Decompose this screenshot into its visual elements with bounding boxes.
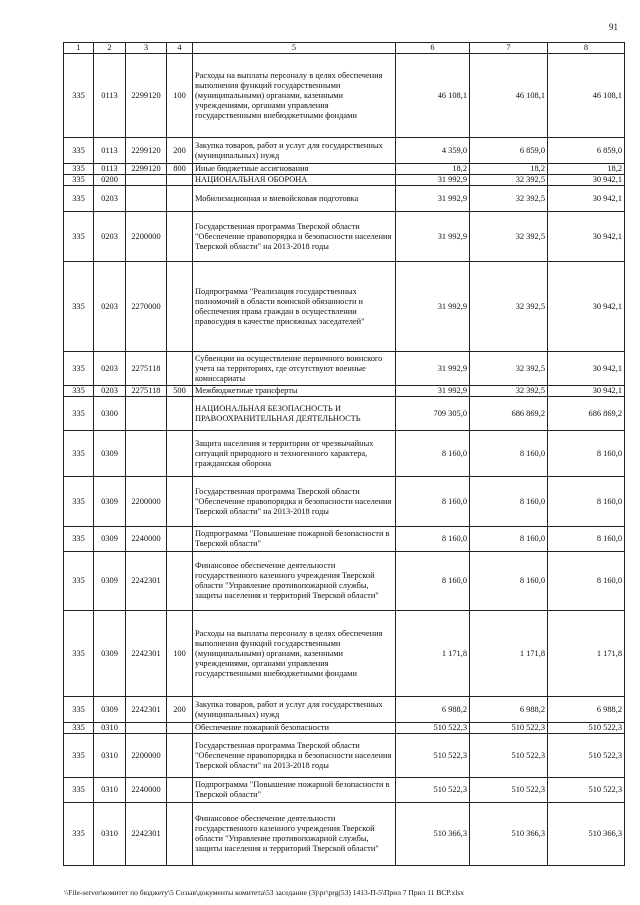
cell-y3: 1 171,8 (548, 611, 625, 697)
cell-t: 2200000 (126, 477, 167, 527)
cell-n: Государственная программа Тверской области "Обеспечение правопорядка и безопасности населения Тверской области" на 2013-2018 годы (193, 477, 396, 527)
cell-y3: 686 869,2 (548, 397, 625, 431)
cell-v (167, 734, 193, 778)
cell-y1: 31 992,9 (396, 186, 470, 212)
cell-n: Защита населения и территории от чрезвычайных ситуаций природного и техногенного характера, гражданская оборона (193, 431, 396, 477)
cell-v: 200 (167, 138, 193, 164)
cell-t: 2299120 (126, 54, 167, 138)
cell-t: 2299120 (126, 164, 167, 175)
cell-y3: 8 160,0 (548, 477, 625, 527)
cell-v: 500 (167, 386, 193, 397)
cell-s: 0203 (94, 262, 126, 352)
cell-t (126, 397, 167, 431)
header-cell: 5 (193, 43, 396, 54)
cell-r: 335 (64, 397, 94, 431)
header-row (64, 43, 625, 54)
cell-y1: 510 522,3 (396, 734, 470, 778)
cell-s: 0203 (94, 352, 126, 386)
cell-y3: 510 522,3 (548, 723, 625, 734)
cell-s: 0300 (94, 397, 126, 431)
cell-y3: 510 522,3 (548, 734, 625, 778)
cell-v (167, 803, 193, 866)
cell-y1: 31 992,9 (396, 386, 470, 397)
cell-n: Закупка товаров, работ и услуг для государственных (муниципальных) нужд (193, 138, 396, 164)
cell-s: 0310 (94, 803, 126, 866)
table-row (64, 477, 625, 527)
cell-r: 335 (64, 262, 94, 352)
cell-y2: 32 392,5 (470, 186, 548, 212)
cell-y3: 8 160,0 (548, 431, 625, 477)
cell-y3: 30 942,1 (548, 386, 625, 397)
cell-n: Межбюджетные трансферты (193, 386, 396, 397)
cell-n: Субвенции на осуществление первичного воинского учета на территориях, где отсутствуют военные комиссариаты (193, 352, 396, 386)
cell-t: 2200000 (126, 212, 167, 262)
table-row (64, 386, 625, 397)
cell-t: 2270000 (126, 262, 167, 352)
cell-n: Расходы на выплаты персоналу в целях обеспечения выполнения функций государственными (муниципальными) органами, казенными учреждениями, органами управления государственными внебюджетными фондами (193, 611, 396, 697)
table-row (64, 212, 625, 262)
cell-y3: 6 859,0 (548, 138, 625, 164)
cell-n: Подпрограмма "Повышение пожарной безопасности в Тверской области" (193, 527, 396, 552)
cell-r: 335 (64, 778, 94, 803)
cell-y2: 8 160,0 (470, 527, 548, 552)
cell-s: 0309 (94, 611, 126, 697)
cell-s: 0113 (94, 164, 126, 175)
cell-v (167, 352, 193, 386)
cell-v: 200 (167, 697, 193, 723)
cell-y2: 6 988,2 (470, 697, 548, 723)
header-cell: 4 (167, 43, 193, 54)
cell-y3: 8 160,0 (548, 552, 625, 611)
cell-s: 0310 (94, 723, 126, 734)
cell-n: Финансовое обеспечение деятельности государственного казенного учреждения Тверской области "Управление противопожарной службы, защиты населения и территорий Тверской области" (193, 552, 396, 611)
cell-r: 335 (64, 611, 94, 697)
cell-y1: 18,2 (396, 164, 470, 175)
cell-y2: 32 392,5 (470, 212, 548, 262)
cell-s: 0203 (94, 386, 126, 397)
cell-y1: 709 305,0 (396, 397, 470, 431)
cell-y1: 8 160,0 (396, 527, 470, 552)
table-row (64, 734, 625, 778)
cell-v (167, 175, 193, 186)
cell-y1: 8 160,0 (396, 552, 470, 611)
table-row (64, 397, 625, 431)
cell-n: Государственная программа Тверской области "Обеспечение правопорядка и безопасности населения Тверской области" на 2013-2018 годы (193, 734, 396, 778)
cell-v: 100 (167, 611, 193, 697)
table-row (64, 54, 625, 138)
cell-y2: 32 392,5 (470, 386, 548, 397)
cell-r: 335 (64, 431, 94, 477)
cell-s: 0200 (94, 175, 126, 186)
table-row (64, 431, 625, 477)
cell-v (167, 477, 193, 527)
table-row (64, 527, 625, 552)
cell-v (167, 552, 193, 611)
file-path-footer: \\File-server\комитет по бюджету\5 Созыв\документы комитета\53 заседание (3)\рг\prg(53) 1413-П-5\Прил 7 Прил 11 ВСР.xlsx (64, 888, 464, 897)
table-row (64, 778, 625, 803)
cell-y1: 1 171,8 (396, 611, 470, 697)
cell-t: 2242301 (126, 803, 167, 866)
cell-y2: 18,2 (470, 164, 548, 175)
cell-y1: 31 992,9 (396, 175, 470, 186)
cell-n: Подпрограмма "Повышение пожарной безопасности в Тверской области" (193, 778, 396, 803)
cell-r: 335 (64, 803, 94, 866)
cell-y3: 30 942,1 (548, 352, 625, 386)
cell-y1: 8 160,0 (396, 431, 470, 477)
cell-y2: 686 869,2 (470, 397, 548, 431)
cell-y1: 46 108,1 (396, 54, 470, 138)
cell-y3: 6 988,2 (548, 697, 625, 723)
cell-s: 0310 (94, 734, 126, 778)
cell-v (167, 212, 193, 262)
cell-t (126, 186, 167, 212)
cell-y3: 30 942,1 (548, 175, 625, 186)
table-row (64, 723, 625, 734)
cell-y3: 46 108,1 (548, 54, 625, 138)
header-cell: 1 (64, 43, 94, 54)
cell-r: 335 (64, 352, 94, 386)
cell-n: Расходы на выплаты персоналу в целях обеспечения выполнения функций государственными (муниципальными) органами, казенными учреждениями, органами управления государственными внебюджетными фондами (193, 54, 396, 138)
cell-y2: 510 522,3 (470, 723, 548, 734)
cell-y2: 510 522,3 (470, 734, 548, 778)
cell-n: Государственная программа Тверской области "Обеспечение правопорядка и безопасности населения Тверской области" на 2013-2018 годы (193, 212, 396, 262)
cell-t: 2299120 (126, 138, 167, 164)
cell-v (167, 431, 193, 477)
cell-t: 2240000 (126, 778, 167, 803)
cell-s: 0309 (94, 527, 126, 552)
cell-r: 335 (64, 697, 94, 723)
cell-n: Подпрограмма "Реализация государственных полномочий в области воинской обязанности и обеспечения права граждан в осуществлении правосудия в качестве присяжных заседателей" (193, 262, 396, 352)
cell-n: НАЦИОНАЛЬНАЯ ОБОРОНА (193, 175, 396, 186)
cell-y1: 31 992,9 (396, 212, 470, 262)
cell-n: Обеспечение пожарной безопасности (193, 723, 396, 734)
cell-r: 335 (64, 552, 94, 611)
table-row (64, 697, 625, 723)
cell-v: 100 (167, 54, 193, 138)
cell-y1: 31 992,9 (396, 262, 470, 352)
cell-t: 2242301 (126, 611, 167, 697)
header-cell: 6 (396, 43, 470, 54)
cell-s: 0309 (94, 477, 126, 527)
table-row (64, 164, 625, 175)
cell-r: 335 (64, 138, 94, 164)
cell-y2: 8 160,0 (470, 477, 548, 527)
cell-t: 2242301 (126, 697, 167, 723)
cell-v (167, 778, 193, 803)
cell-y2: 1 171,8 (470, 611, 548, 697)
cell-n: Мобилизационная и вневойсковая подготовка (193, 186, 396, 212)
cell-y1: 4 359,0 (396, 138, 470, 164)
table-row (64, 138, 625, 164)
cell-v (167, 262, 193, 352)
table-row (64, 175, 625, 186)
cell-v (167, 397, 193, 431)
cell-y1: 31 992,9 (396, 352, 470, 386)
cell-y2: 32 392,5 (470, 262, 548, 352)
cell-r: 335 (64, 186, 94, 212)
cell-n: Финансовое обеспечение деятельности государственного казенного учреждения Тверской области "Управление противопожарной службы, защиты населения и территорий Тверской области" (193, 803, 396, 866)
cell-t (126, 175, 167, 186)
cell-y1: 510 522,3 (396, 723, 470, 734)
cell-v (167, 527, 193, 552)
table-row (64, 186, 625, 212)
cell-y2: 8 160,0 (470, 552, 548, 611)
cell-s: 0203 (94, 212, 126, 262)
cell-s: 0113 (94, 138, 126, 164)
cell-y2: 6 859,0 (470, 138, 548, 164)
cell-s: 0309 (94, 697, 126, 723)
cell-t: 2240000 (126, 527, 167, 552)
cell-r: 335 (64, 386, 94, 397)
table-row (64, 352, 625, 386)
cell-r: 335 (64, 54, 94, 138)
cell-r: 335 (64, 723, 94, 734)
cell-t: 2242301 (126, 552, 167, 611)
cell-n: Иные бюджетные ассигнования (193, 164, 396, 175)
header-cell: 8 (548, 43, 625, 54)
cell-y2: 510 366,3 (470, 803, 548, 866)
table-row (64, 552, 625, 611)
cell-y2: 8 160,0 (470, 431, 548, 477)
cell-y1: 6 988,2 (396, 697, 470, 723)
cell-r: 335 (64, 734, 94, 778)
table-row (64, 803, 625, 866)
cell-s: 0309 (94, 552, 126, 611)
cell-t: 2275118 (126, 352, 167, 386)
cell-s: 0113 (94, 54, 126, 138)
cell-n: НАЦИОНАЛЬНАЯ БЕЗОПАСНОСТЬ И ПРАВООХРАНИТЕЛЬНАЯ ДЕЯТЕЛЬНОСТЬ (193, 397, 396, 431)
cell-r: 335 (64, 164, 94, 175)
cell-y3: 510 522,3 (548, 778, 625, 803)
cell-r: 335 (64, 527, 94, 552)
cell-v (167, 186, 193, 212)
header-cell: 2 (94, 43, 126, 54)
budget-table (63, 42, 625, 866)
cell-y3: 30 942,1 (548, 212, 625, 262)
cell-y3: 30 942,1 (548, 262, 625, 352)
cell-s: 0310 (94, 778, 126, 803)
cell-s: 0203 (94, 186, 126, 212)
cell-v (167, 723, 193, 734)
table-row (64, 611, 625, 697)
table-row (64, 262, 625, 352)
cell-y3: 18,2 (548, 164, 625, 175)
cell-r: 335 (64, 175, 94, 186)
cell-r: 335 (64, 477, 94, 527)
header-cell: 3 (126, 43, 167, 54)
cell-t: 2200000 (126, 734, 167, 778)
cell-y1: 510 366,3 (396, 803, 470, 866)
cell-y1: 510 522,3 (396, 778, 470, 803)
cell-t (126, 431, 167, 477)
cell-s: 0309 (94, 431, 126, 477)
cell-y3: 510 366,3 (548, 803, 625, 866)
header-cell: 7 (470, 43, 548, 54)
cell-t: 2275118 (126, 386, 167, 397)
cell-t (126, 723, 167, 734)
cell-v: 800 (167, 164, 193, 175)
cell-y2: 510 522,3 (470, 778, 548, 803)
cell-y1: 8 160,0 (396, 477, 470, 527)
page-number: 91 (609, 22, 618, 32)
cell-n: Закупка товаров, работ и услуг для государственных (муниципальных) нужд (193, 697, 396, 723)
cell-r: 335 (64, 212, 94, 262)
cell-y2: 46 108,1 (470, 54, 548, 138)
cell-y3: 8 160,0 (548, 527, 625, 552)
cell-y2: 32 392,5 (470, 175, 548, 186)
cell-y3: 30 942,1 (548, 186, 625, 212)
cell-y2: 32 392,5 (470, 352, 548, 386)
